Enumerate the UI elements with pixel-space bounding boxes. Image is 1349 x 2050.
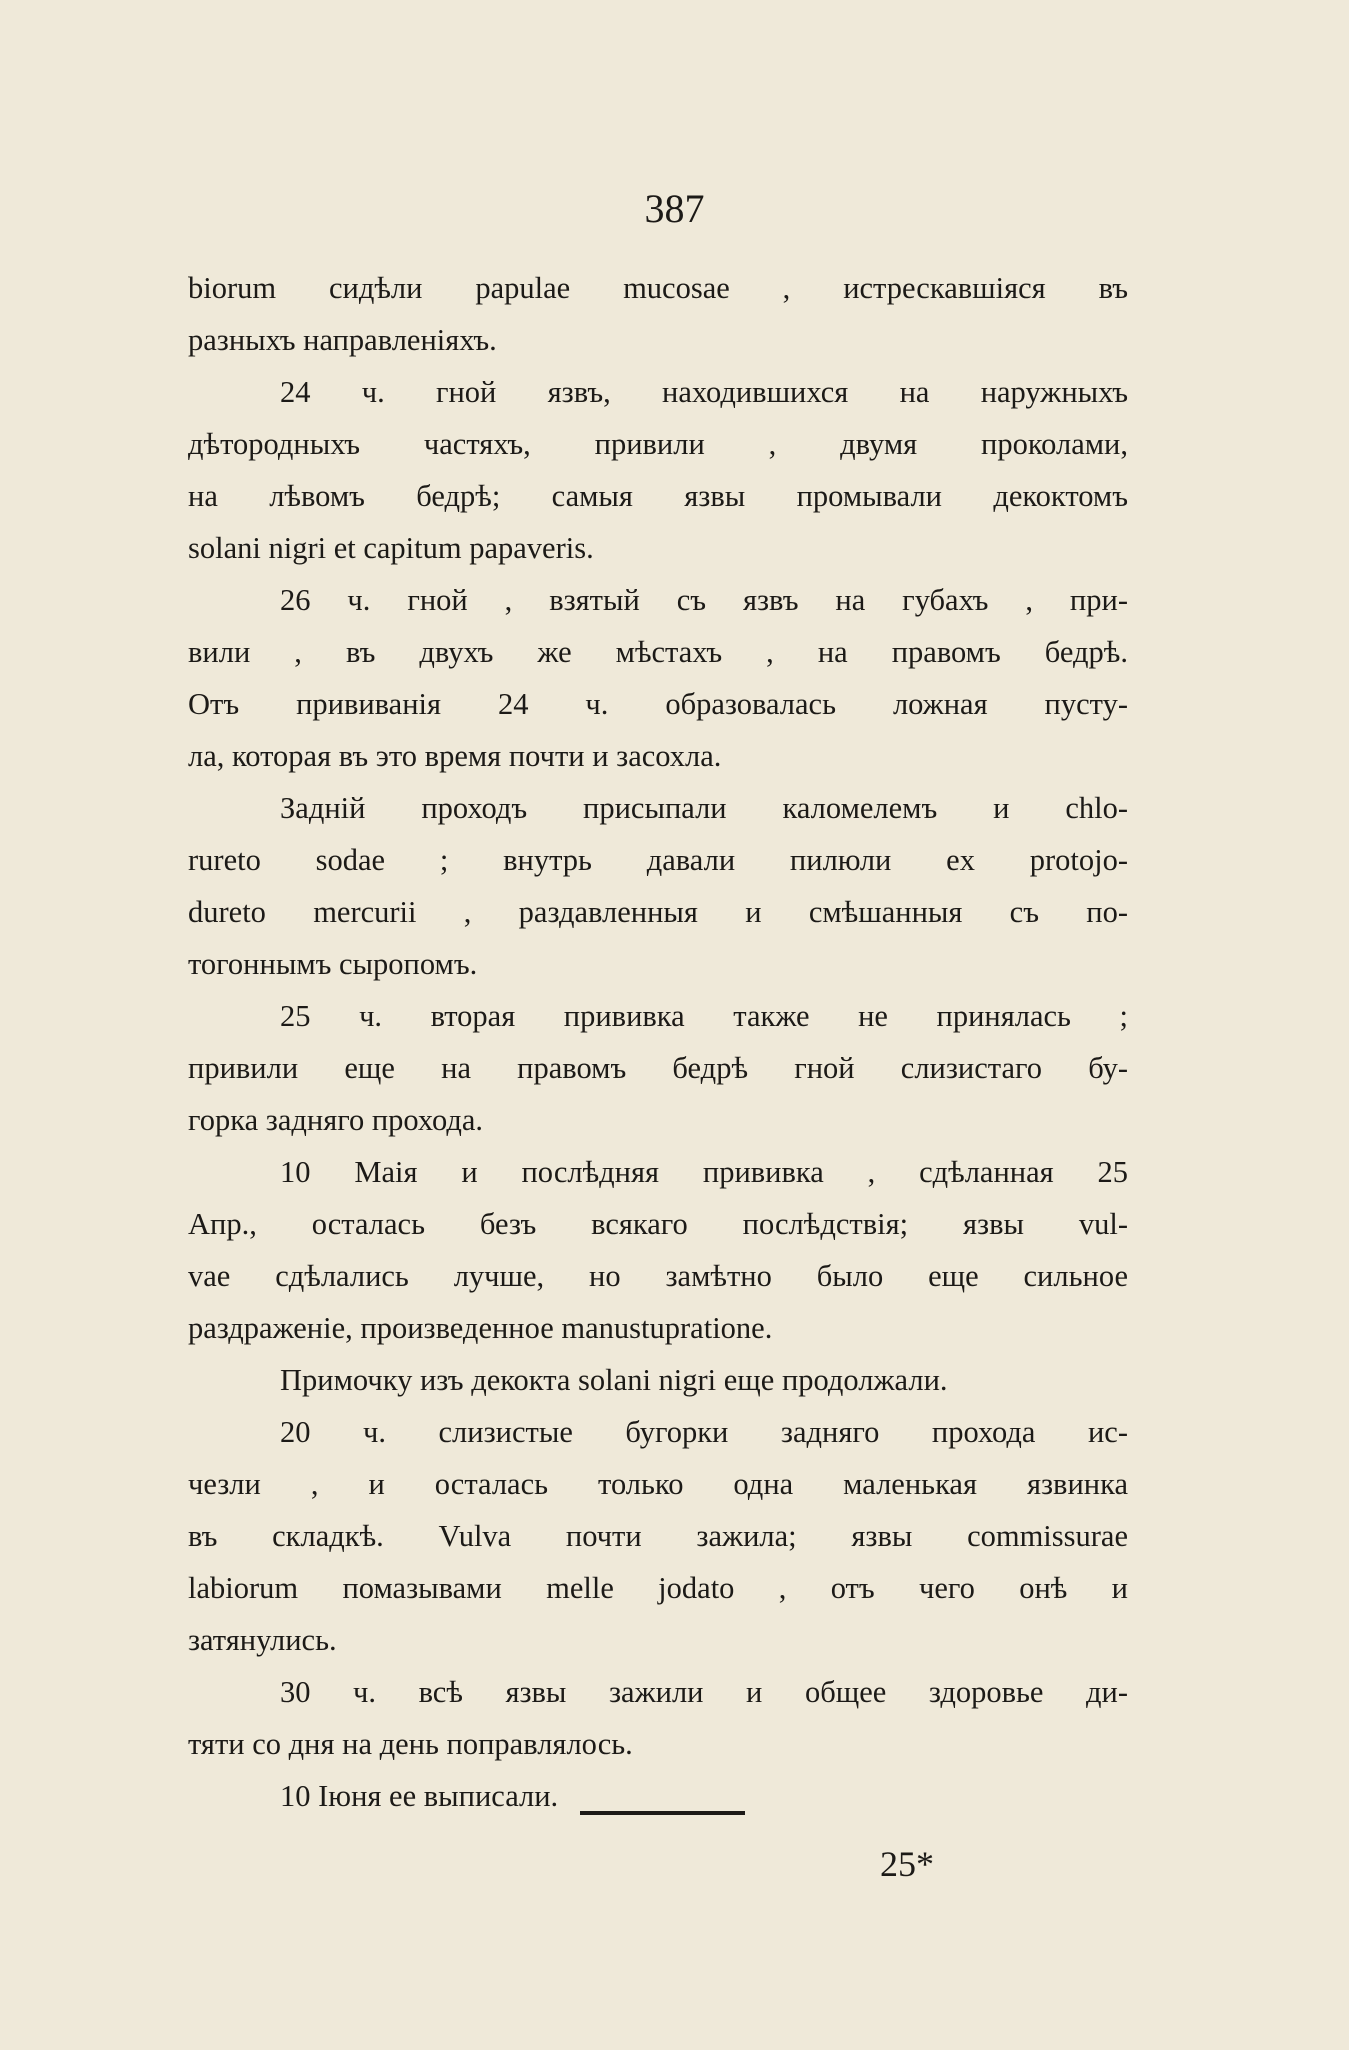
text-line: Задній проходъ присыпали каломелемъ и chlo- <box>280 791 1128 825</box>
text-line: дѣтородныхъ частяхъ, привили , двумя проколами, <box>188 427 1128 461</box>
text-line: Примочку изъ декокта solani nigri еще продолжали. <box>280 1363 948 1397</box>
text-line: 26 ч. гной , взятый съ язвъ на губахъ , при- <box>280 583 1128 617</box>
text-line: 25 ч. вторая прививка также не принялась ; <box>280 999 1128 1033</box>
text-line: 30 ч. всѣ язвы зажили и общее здоровье ди- <box>280 1675 1128 1709</box>
text-line: solani nigri et capitum papaveris. <box>188 531 594 565</box>
text-line: vae сдѣлались лучше, но замѣтно было еще сильное <box>188 1259 1128 1293</box>
text-line: въ складкѣ. Vulva почти зажила; язвы commissurae <box>188 1519 1128 1553</box>
text-line: rureto sodae ; внутрь давали пилюли ex protojo- <box>188 843 1128 877</box>
text-line: вили , въ двухъ же мѣстахъ , на правомъ бедрѣ. <box>188 635 1128 669</box>
text-line: 24 ч. гной язвъ, находившихся на наружныхъ <box>280 375 1128 409</box>
text-line: 20 ч. слизистые бугорки задняго прохода ис- <box>280 1415 1128 1449</box>
text-line: Отъ прививанія 24 ч. образовалась ложная пусту- <box>188 687 1128 721</box>
signature-mark: 25* <box>880 1844 934 1884</box>
text-line: ла, которая въ это время почти и засохла. <box>188 739 722 773</box>
page-number: 387 <box>644 186 705 231</box>
text-line: Апр., осталась безъ всякаго послѣдствія; язвы vul- <box>188 1207 1128 1241</box>
text-line: на лѣвомъ бедрѣ; самыя язвы промывали декоктомъ <box>188 479 1128 513</box>
text-line: biorum сидѣли papulae mucosae , истрескавшіяся въ <box>188 271 1128 305</box>
text-line: тогоннымъ сыропомъ. <box>188 947 478 981</box>
text-line: labiorum помазывами melle jodato , отъ чего онѣ и <box>188 1571 1128 1605</box>
text-line: разныхъ направленіяхъ. <box>188 323 497 357</box>
text-line: раздраженіе, произведенное manustupratione. <box>188 1311 773 1345</box>
text-line: 10 Маія и послѣдняя прививка , сдѣланная 25 <box>280 1155 1128 1189</box>
text-line: привили еще на правомъ бедрѣ гной слизистаго бу- <box>188 1051 1128 1085</box>
text-line: чезли , и осталась только одна маленькая язвинка <box>188 1467 1128 1501</box>
text-line: горка задняго прохода. <box>188 1103 484 1137</box>
text-line: dureto mercurii , раздавленныя и смѣшанныя съ по- <box>188 895 1128 929</box>
body-text <box>188 262 1128 1822</box>
text-line: затянулись. <box>188 1623 337 1657</box>
section-rule <box>580 1811 745 1815</box>
text-line: 10 Іюня ее выписали. <box>280 1779 559 1813</box>
text-line: тяти со дня на день поправлялось. <box>188 1727 633 1761</box>
